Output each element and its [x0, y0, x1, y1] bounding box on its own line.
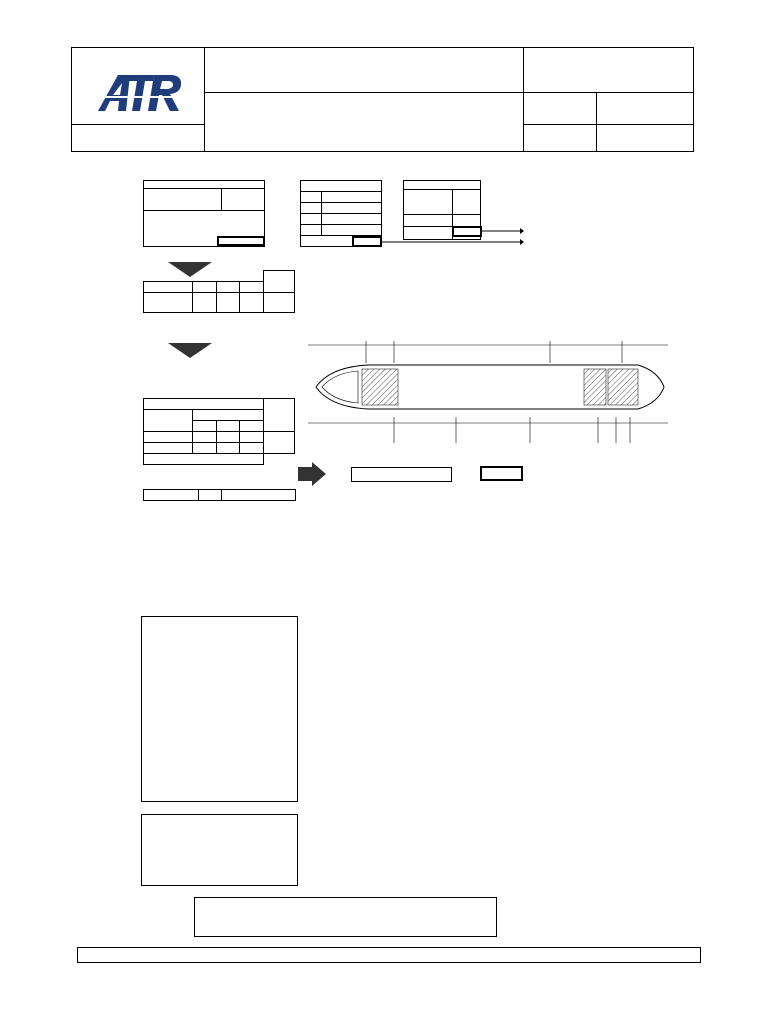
- index-lanes: [329, 497, 659, 607]
- crew-index-value: [264, 432, 295, 454]
- zone-e: [216, 421, 240, 432]
- value-d: [193, 432, 217, 443]
- row-label: [144, 443, 193, 454]
- dev-input-crew[interactable]: [264, 292, 295, 312]
- weight-head: [222, 490, 296, 501]
- footer-box: [77, 947, 701, 963]
- zone-f: [240, 281, 264, 292]
- loading-zones-table: [143, 489, 296, 501]
- zones-label: [193, 410, 264, 421]
- basic-index-title: [144, 399, 264, 410]
- aircraft-plan-svg: [308, 333, 668, 445]
- corrected-index-label: [351, 467, 452, 482]
- zones-deviation-table: [143, 270, 295, 313]
- pitch-scale-svg: [194, 897, 497, 937]
- row-label: [144, 432, 193, 443]
- value-e: [216, 443, 240, 454]
- dry-oper-dev-label: [144, 410, 193, 432]
- cg-envelope: [300, 612, 668, 894]
- zone-d: [193, 421, 217, 432]
- value-e: [216, 432, 240, 443]
- weight-dev-label: [144, 292, 193, 312]
- value-d: [193, 443, 217, 454]
- crew-index-label: [264, 399, 295, 432]
- zones-label: [144, 281, 193, 292]
- value-f: [240, 443, 264, 454]
- cabin-diagram: [308, 333, 668, 445]
- zone-e: [216, 281, 240, 292]
- dev-input-f[interactable]: [240, 292, 264, 312]
- corrected-index-input[interactable]: [480, 466, 523, 481]
- zone-f: [240, 421, 264, 432]
- dev-input-d[interactable]: [193, 292, 217, 312]
- zones-head: [144, 490, 199, 501]
- np-head: [199, 490, 222, 501]
- third-crew-label: [264, 271, 295, 293]
- dev-input-e[interactable]: [216, 292, 240, 312]
- flight-info-box: [141, 616, 298, 802]
- index-correction-label: [144, 454, 264, 465]
- value-f: [240, 432, 264, 443]
- lmc-box: [141, 814, 298, 886]
- basic-index-table: [143, 398, 295, 465]
- zone-d: [193, 281, 217, 292]
